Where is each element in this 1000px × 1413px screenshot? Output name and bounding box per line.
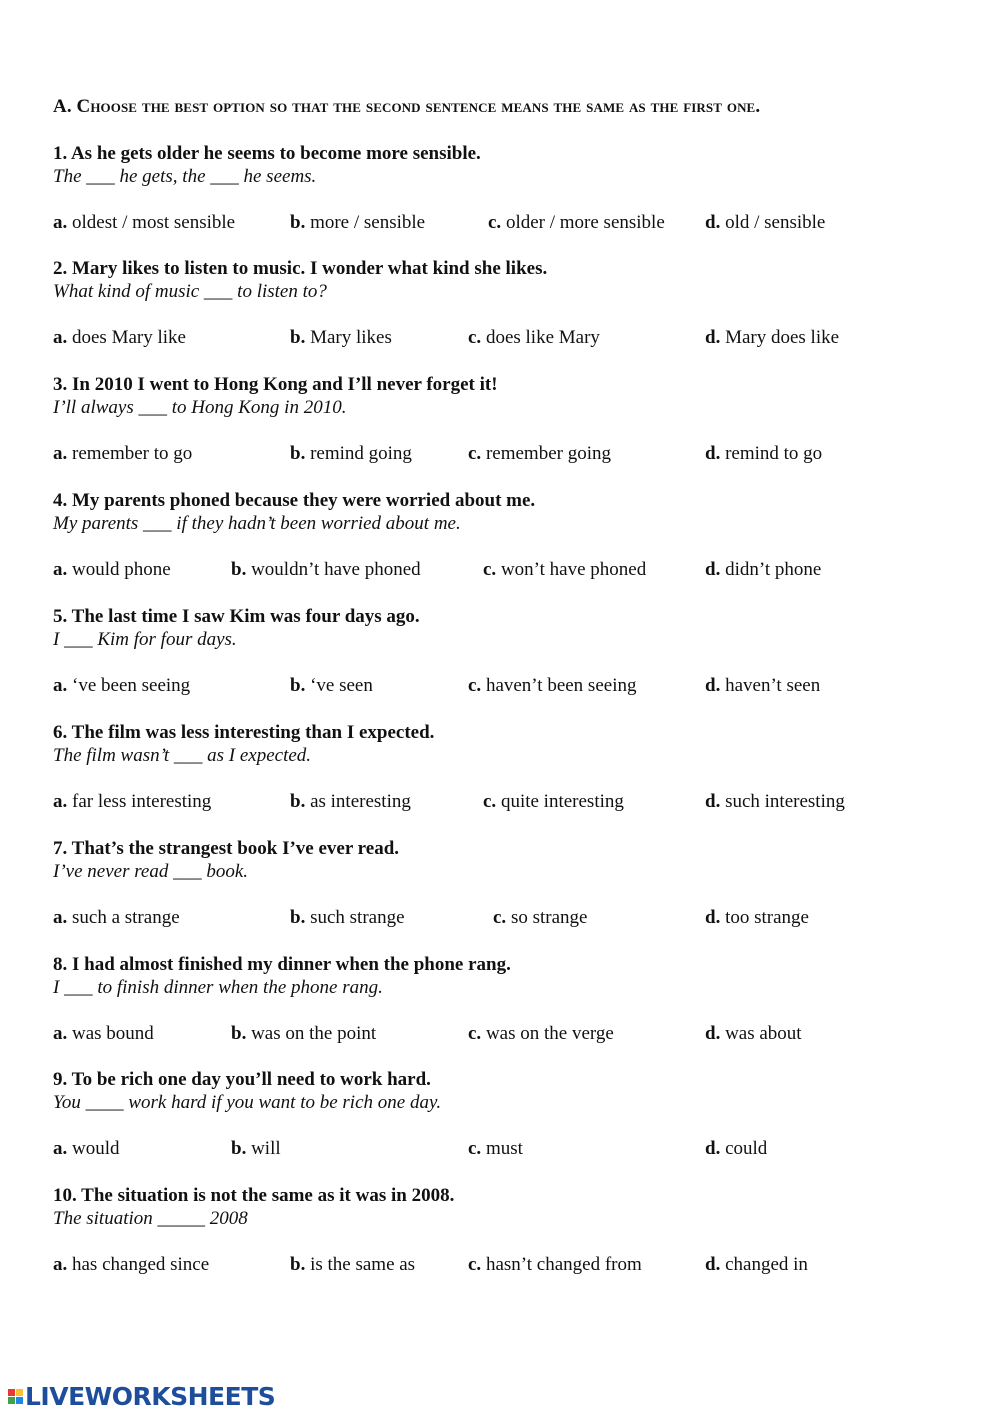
option-text: does like Mary <box>485 327 600 348</box>
option-letter: d. <box>705 443 721 464</box>
option-d[interactable] <box>705 558 821 582</box>
question-stem: 6. The film was less interesting than I expected. <box>53 722 435 743</box>
option-b[interactable] <box>290 790 411 814</box>
options-row <box>53 326 953 350</box>
option-text: Mary likes <box>310 327 392 348</box>
option-letter: a. <box>53 559 68 580</box>
option-letter: d. <box>705 791 721 812</box>
option-letter: b. <box>231 1138 247 1159</box>
question-prompt: My parents ___ if they hadn’t been worried about me. <box>53 513 461 534</box>
option-letter: a. <box>53 1138 68 1159</box>
option-text: such strange <box>310 907 405 928</box>
option-text: was on the point <box>251 1023 377 1044</box>
option-a[interactable] <box>53 211 235 235</box>
option-a[interactable] <box>53 442 192 466</box>
option-b[interactable] <box>290 211 425 235</box>
option-letter: b. <box>290 675 306 696</box>
option-b[interactable] <box>290 906 405 930</box>
option-letter: c. <box>468 1254 482 1275</box>
option-c[interactable] <box>468 326 600 350</box>
option-text: haven’t been seeing <box>485 675 637 696</box>
option-c[interactable] <box>468 674 636 698</box>
option-letter: b. <box>290 443 306 464</box>
liveworksheets-logo[interactable] <box>8 1380 275 1412</box>
option-d[interactable] <box>705 442 822 466</box>
option-letter: a. <box>53 791 68 812</box>
option-letter: c. <box>483 791 497 812</box>
logo-blocks-icon <box>8 1389 23 1404</box>
question-stem: 10. The situation is not the same as it was in 2008. <box>53 1185 455 1206</box>
option-b[interactable] <box>290 442 412 466</box>
option-d[interactable] <box>705 674 820 698</box>
question-stem: 2. Mary likes to listen to music. I wonder what kind she likes. <box>53 258 548 279</box>
option-letter: a. <box>53 1023 68 1044</box>
question-prompt: I’ve never read ___ book. <box>53 861 249 882</box>
question-4 <box>53 489 953 582</box>
question-prompt: I’ll always ___ to Hong Kong in 2010. <box>53 397 347 418</box>
option-letter: d. <box>705 559 721 580</box>
option-text: wouldn’t have phoned <box>251 559 421 580</box>
option-text: ‘ve seen <box>310 675 373 696</box>
option-text: older / more sensible <box>505 212 665 233</box>
question-3 <box>53 373 953 466</box>
option-letter: c. <box>468 675 482 696</box>
question-6 <box>53 721 953 814</box>
option-d[interactable] <box>705 790 845 814</box>
options-row <box>53 674 953 698</box>
option-letter: d. <box>705 675 721 696</box>
option-text: far less interesting <box>72 791 212 812</box>
option-c[interactable] <box>468 442 611 466</box>
option-a[interactable] <box>53 790 211 814</box>
logo-block <box>8 1389 15 1396</box>
option-text: remind going <box>310 443 412 464</box>
option-text: has changed since <box>72 1254 210 1275</box>
option-a[interactable] <box>53 558 171 582</box>
option-letter: b. <box>290 327 306 348</box>
option-d[interactable] <box>705 1253 808 1277</box>
question-stem: 8. I had almost finished my dinner when the phone rang. <box>53 954 511 975</box>
option-letter: d. <box>705 907 721 928</box>
options-row <box>53 1022 953 1046</box>
question-prompt: The ___ he gets, the ___ he seems. <box>53 166 317 187</box>
option-text: remember to go <box>72 443 193 464</box>
option-text: remind to go <box>725 443 823 464</box>
options-row <box>53 558 953 582</box>
question-7 <box>53 837 953 930</box>
option-text: remember going <box>485 443 611 464</box>
question-prompt: I ___ to finish dinner when the phone rang. <box>53 977 383 998</box>
option-d[interactable] <box>705 1022 802 1046</box>
options-row <box>53 790 953 814</box>
options-row <box>53 906 953 930</box>
option-b[interactable] <box>290 1253 415 1277</box>
option-letter: a. <box>53 443 68 464</box>
question-8 <box>53 953 953 1046</box>
option-letter: a. <box>53 212 68 233</box>
option-text: does Mary like <box>72 327 186 348</box>
question-stem: 3. In 2010 I went to Hong Kong and I’ll never forget it! <box>53 374 498 395</box>
option-c[interactable] <box>483 790 624 814</box>
option-c[interactable] <box>493 906 587 930</box>
option-letter: b. <box>231 559 247 580</box>
option-a[interactable] <box>53 674 190 698</box>
option-text: won’t have phoned <box>500 559 647 580</box>
question-stem: 4. My parents phoned because they were worried about me. <box>53 490 536 511</box>
option-d[interactable] <box>705 906 809 930</box>
option-text: will <box>251 1138 281 1159</box>
option-text: so strange <box>510 907 588 928</box>
option-a[interactable] <box>53 1253 209 1277</box>
question-2 <box>53 257 953 350</box>
option-letter: c. <box>488 212 502 233</box>
option-c[interactable] <box>468 1253 642 1277</box>
option-text: hasn’t changed from <box>485 1254 642 1275</box>
option-text: haven’t seen <box>725 675 821 696</box>
option-text: ‘ve been seeing <box>72 675 191 696</box>
options-row <box>53 442 953 466</box>
option-d[interactable] <box>705 211 825 235</box>
option-letter: a. <box>53 907 68 928</box>
option-a[interactable] <box>53 326 186 350</box>
question-prompt: The situation _____ 2008 <box>53 1208 248 1229</box>
option-d[interactable] <box>705 326 839 350</box>
question-1 <box>53 142 953 235</box>
option-text: Mary does like <box>725 327 840 348</box>
option-letter: a. <box>53 675 68 696</box>
option-letter: d. <box>705 1138 721 1159</box>
option-a[interactable] <box>53 1137 120 1161</box>
question-prompt: The film wasn’t ___ as I expected. <box>53 745 312 766</box>
option-letter: b. <box>231 1023 247 1044</box>
question-5 <box>53 605 953 698</box>
question-prompt: I ___ Kim for four days. <box>53 629 237 650</box>
option-c[interactable] <box>468 1137 523 1161</box>
option-text: such a strange <box>72 907 180 928</box>
option-text: was about <box>725 1023 802 1044</box>
option-letter: c. <box>468 443 482 464</box>
option-text: more / sensible <box>310 212 426 233</box>
option-letter: d. <box>705 1254 721 1275</box>
question-stem: 5. The last time I saw Kim was four days ago. <box>53 606 420 627</box>
option-letter: b. <box>290 1254 306 1275</box>
option-b[interactable] <box>231 558 421 582</box>
option-text: oldest / most sensible <box>72 212 236 233</box>
option-letter: c. <box>468 1138 482 1159</box>
question-10 <box>53 1184 953 1277</box>
section-heading: A. Choose the best option so that the second sentence means the same as the first one. <box>53 96 761 117</box>
option-c[interactable] <box>483 558 646 582</box>
option-a[interactable] <box>53 906 180 930</box>
option-letter: b. <box>290 212 306 233</box>
logo-text: LIVEWORKSHEETS <box>25 1381 276 1411</box>
options-row <box>53 1253 953 1277</box>
option-text: quite interesting <box>500 791 624 812</box>
option-letter: c. <box>468 1023 482 1044</box>
logo-block <box>16 1397 23 1404</box>
question-stem: 7. That’s the strangest book I’ve ever read. <box>53 838 400 859</box>
option-letter: c. <box>468 327 482 348</box>
question-stem: 1. As he gets older he seems to become more sensible. <box>53 143 481 164</box>
option-letter: c. <box>493 907 507 928</box>
question-stem: 9. To be rich one day you’ll need to work hard. <box>53 1069 431 1090</box>
logo-block <box>8 1397 15 1404</box>
option-text: as interesting <box>310 791 411 812</box>
option-d[interactable] <box>705 1137 767 1161</box>
option-text: must <box>485 1138 523 1159</box>
option-letter: d. <box>705 1023 721 1044</box>
option-text: could <box>725 1138 768 1159</box>
logo-block <box>16 1389 23 1396</box>
option-text: was bound <box>72 1023 154 1044</box>
option-text: old / sensible <box>725 212 826 233</box>
options-row <box>53 211 953 235</box>
option-text: would <box>72 1138 120 1159</box>
option-b[interactable] <box>290 326 392 350</box>
option-text: such interesting <box>725 791 845 812</box>
option-text: didn’t phone <box>725 559 822 580</box>
option-letter: a. <box>53 1254 68 1275</box>
option-b[interactable] <box>231 1022 376 1046</box>
option-text: would phone <box>72 559 171 580</box>
question-9 <box>53 1068 953 1161</box>
option-letter: d. <box>705 327 721 348</box>
option-c[interactable] <box>488 211 665 235</box>
option-c[interactable] <box>468 1022 614 1046</box>
option-text: was on the verge <box>485 1023 614 1044</box>
option-text: too strange <box>725 907 809 928</box>
option-b[interactable] <box>231 1137 281 1161</box>
option-text: changed in <box>725 1254 808 1275</box>
option-letter: d. <box>705 212 721 233</box>
option-letter: a. <box>53 327 68 348</box>
option-a[interactable] <box>53 1022 154 1046</box>
question-prompt: What kind of music ___ to listen to? <box>53 281 327 302</box>
options-row <box>53 1137 953 1161</box>
option-text: is the same as <box>310 1254 416 1275</box>
question-prompt: You ____ work hard if you want to be rich one day. <box>53 1092 442 1113</box>
option-letter: c. <box>483 559 497 580</box>
option-letter: b. <box>290 791 306 812</box>
option-b[interactable] <box>290 674 373 698</box>
option-letter: b. <box>290 907 306 928</box>
